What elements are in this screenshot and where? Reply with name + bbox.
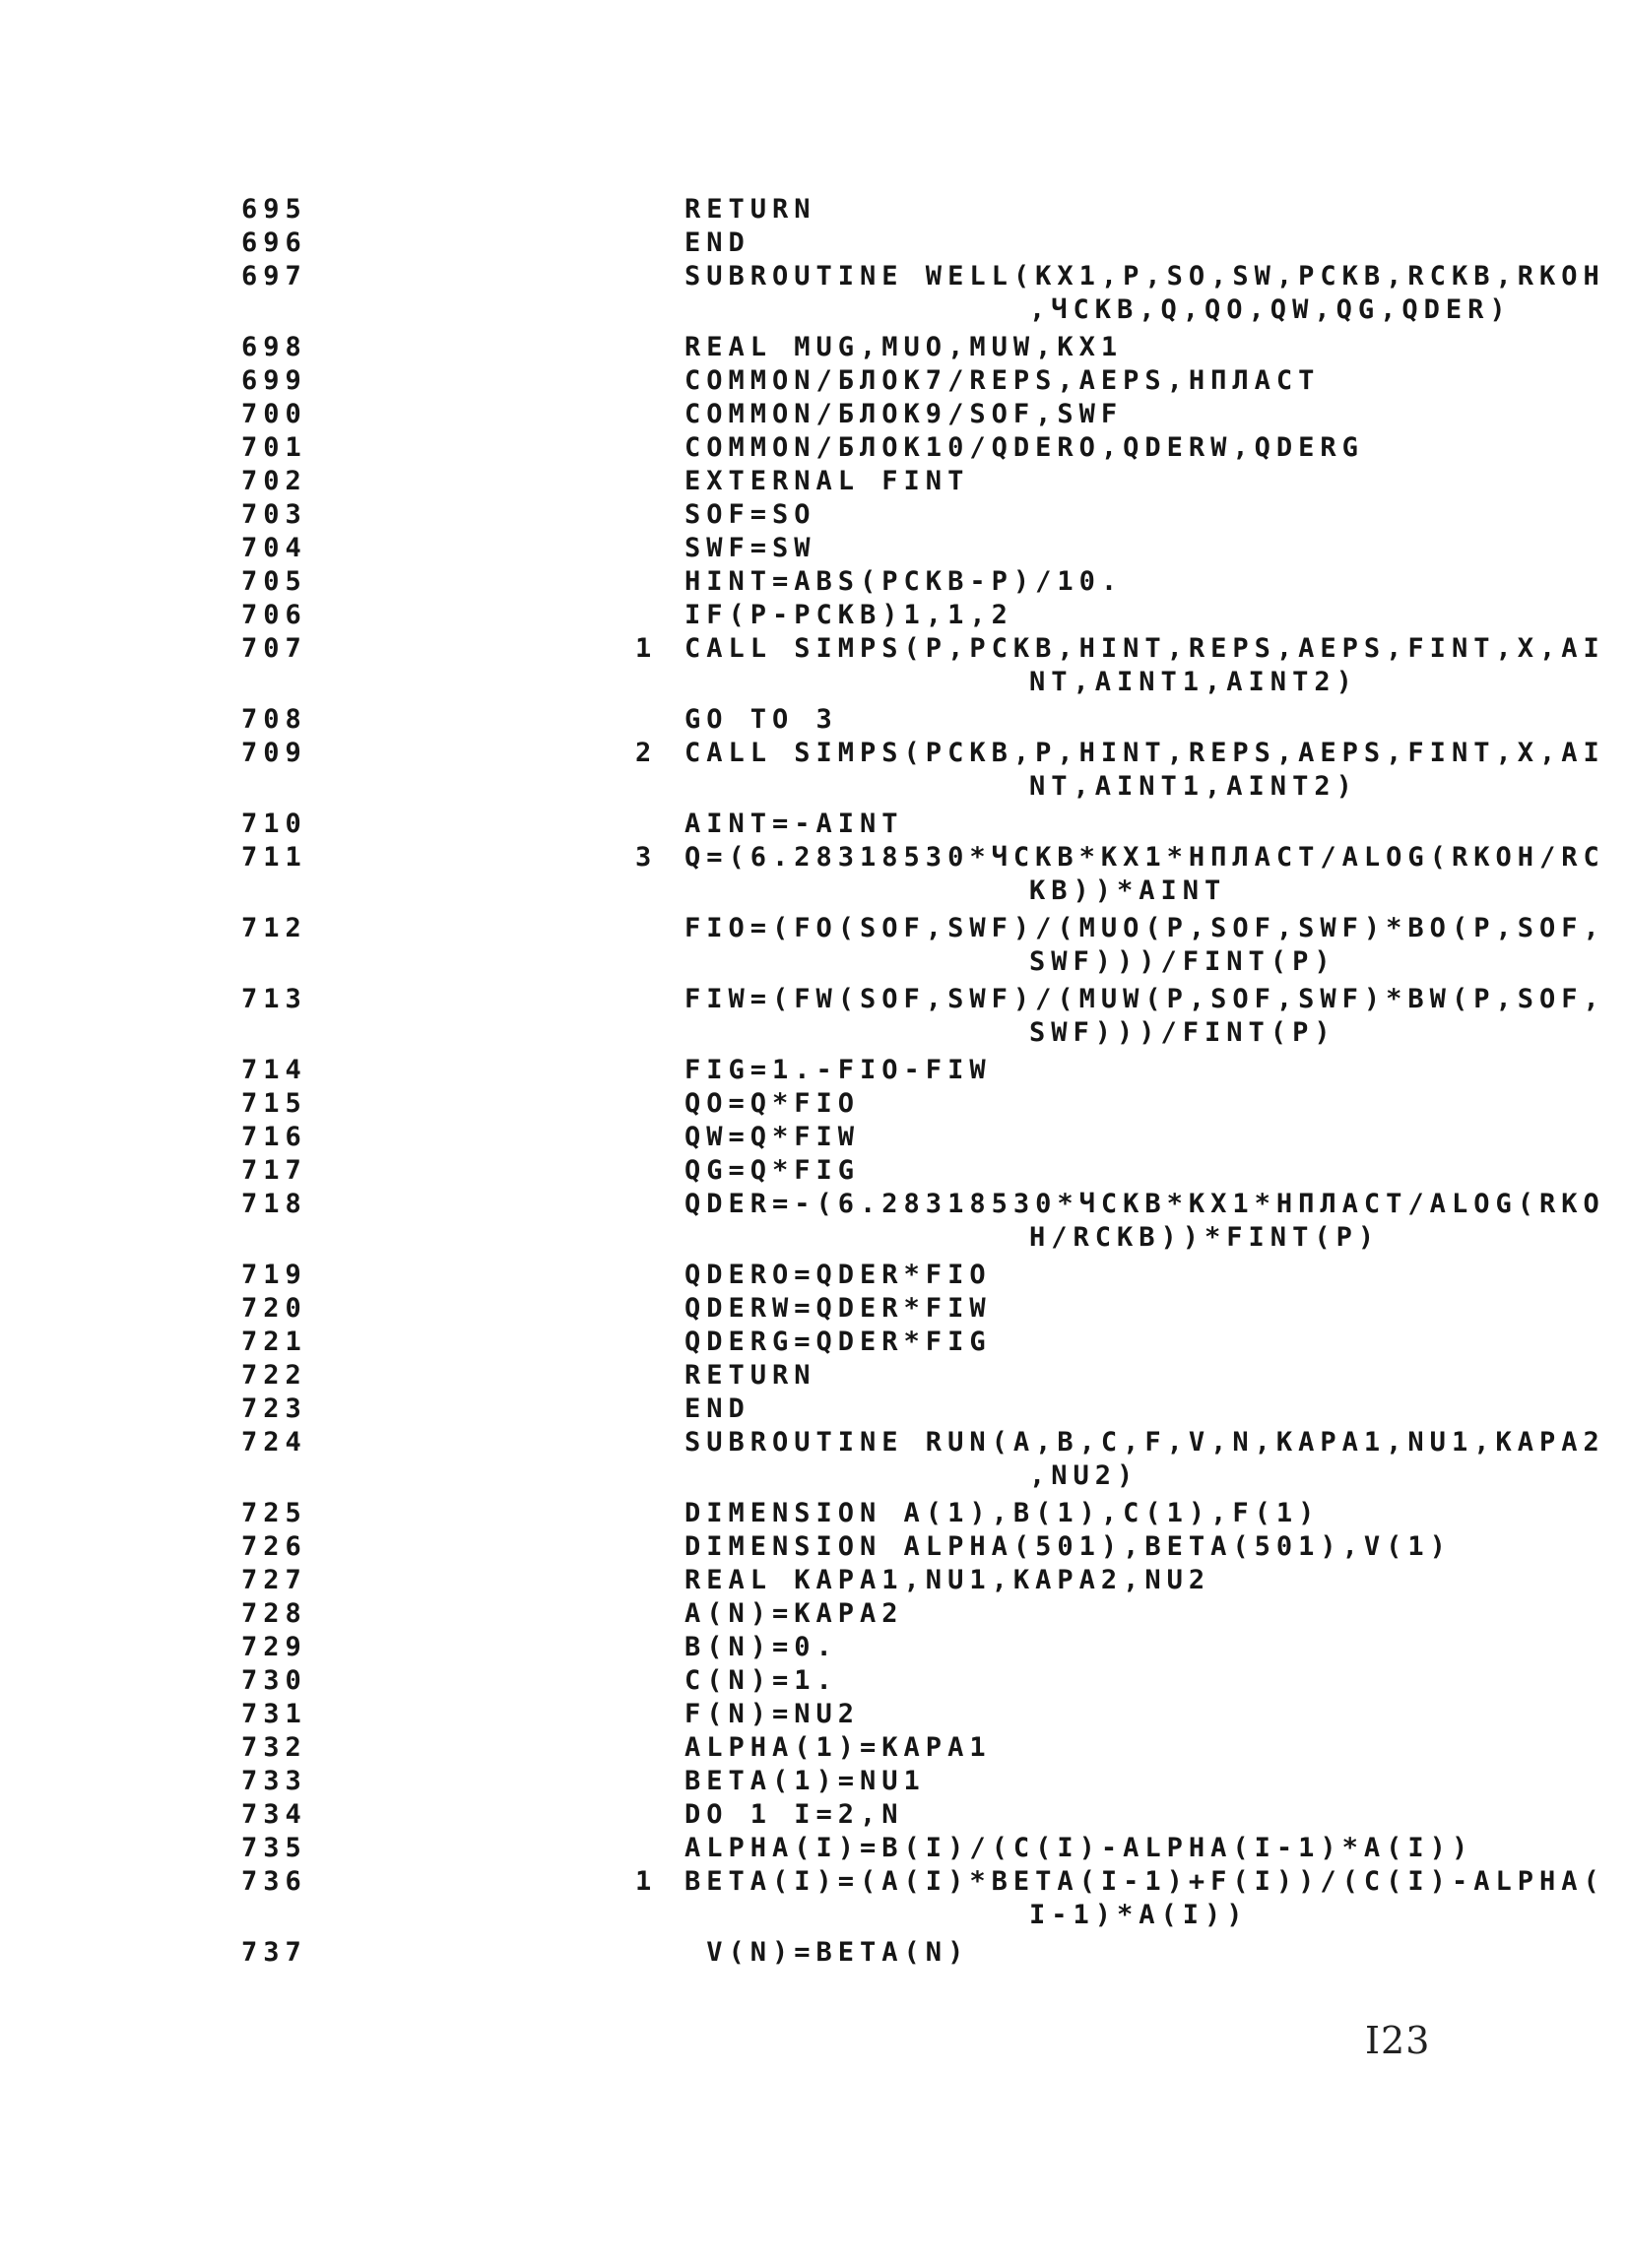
line-number: 697 [241,261,307,292]
code-text: COMMON/БЛOK10/QDERO,QDERW,QDERG [684,432,1364,463]
code-line [0,1497,1628,1530]
line-number: 728 [241,1598,307,1629]
code-statement [684,841,1628,908]
code-line [0,565,1628,599]
line-number: 700 [241,399,307,429]
code-statement [684,983,1628,1050]
page-number: I23 [1365,2019,1431,2062]
line-number: 737 [241,1937,307,1968]
line-number: 723 [241,1393,307,1424]
code-line [0,1865,1628,1932]
code-line [0,1154,1628,1188]
code-line [0,1188,1628,1255]
code-statement [684,703,1628,737]
code-text: QDERW=QDER*FIW [684,1293,992,1324]
code-line [0,912,1628,979]
code-text: A(N)=KAPA2 [684,1598,904,1629]
code-statement [684,1865,1628,1932]
code-continuation: ,ЧCKB,Q,QO,QW,QG,QDER) [1029,294,1512,325]
code-line [0,1765,1628,1798]
code-line [0,1564,1628,1597]
line-number: 731 [241,1699,307,1729]
line-number: 703 [241,499,307,530]
code-statement [684,1259,1628,1292]
code-statement [684,465,1628,498]
code-text: QDERG=QDER*FIG [684,1327,992,1357]
code-text: B(N)=0. [684,1632,838,1662]
code-statement [684,1530,1628,1564]
code-statement [684,1426,1628,1493]
statement-label: 2 [635,738,658,768]
line-number: 709 [241,738,307,768]
code-statement [684,1564,1628,1597]
line-number: 695 [241,194,307,225]
code-line [0,227,1628,260]
code-text: HINT=ABS(PCKB-P)/10. [684,566,1124,597]
line-number: 705 [241,566,307,597]
code-statement [684,632,1628,699]
line-number: 716 [241,1122,307,1152]
code-continuation: I-1)*A(I)) [1029,1900,1249,1930]
code-line [0,498,1628,532]
code-line [0,1832,1628,1865]
code-line [0,1087,1628,1121]
code-line [0,1631,1628,1664]
code-statement [684,364,1628,398]
code-text: SOF=SO [684,499,816,530]
code-line [0,431,1628,465]
code-statement [684,1631,1628,1664]
code-statement [684,1054,1628,1087]
line-number: 726 [241,1531,307,1562]
code-continuation: NT,AINT1,AINT2) [1029,771,1358,802]
code-line [0,1597,1628,1631]
code-statement [684,398,1628,431]
code-line [0,1698,1628,1731]
code-continuation: H/RCKB))*FINT(P) [1029,1222,1381,1253]
line-number: 724 [241,1427,307,1458]
line-number: 712 [241,913,307,943]
code-text: DIMENSION ALPHA(501),BETA(501),V(1) [684,1531,1452,1562]
code-statement [684,260,1628,327]
code-text: REAL KAPA1,NU1,KAPA2,NU2 [684,1565,1211,1595]
code-text: GO TO 3 [684,704,838,735]
line-number: 735 [241,1833,307,1863]
line-number: 734 [241,1799,307,1830]
code-text: REAL MUG,MUO,MUW,KX1 [684,332,1124,362]
line-number: 696 [241,227,307,258]
code-text: FIW=(FW(SOF,SWF)/(MUW(P,SOF,SWF)*BW(P,SOF, [684,984,1605,1014]
code-text: QDER=-(6.28318530*ЧCKB*KX1*HПЛACT/ALOG(RKO [684,1189,1605,1219]
code-statement [684,498,1628,532]
code-statement [684,1154,1628,1188]
code-line [0,1530,1628,1564]
code-text: QW=Q*FIW [684,1122,861,1152]
code-line [0,632,1628,699]
code-text: RETURN [684,194,816,225]
code-line [0,1326,1628,1359]
line-number: 713 [241,984,307,1014]
line-number: 717 [241,1155,307,1186]
code-statement [684,1326,1628,1359]
code-statement [684,1936,1628,1970]
code-text: SUBROUTINE RUN(A,B,C,F,V,N,KAPA1,NU1,KAPA2 [684,1427,1605,1458]
line-number: 701 [241,432,307,463]
code-text: DO 1 I=2,N [684,1799,904,1830]
code-text: FIO=(FO(SOF,SWF)/(MUO(P,SOF,SWF)*BO(P,SOF, [684,913,1605,943]
code-statement [684,1292,1628,1326]
code-line [0,465,1628,498]
line-number: 718 [241,1189,307,1219]
code-text: COMMON/БЛOK7/REPS,AEPS,HПЛACT [684,365,1321,396]
code-text: QO=Q*FIO [684,1088,861,1119]
code-statement [684,1393,1628,1426]
code-text: EXTERNAL FINT [684,466,970,496]
line-number: 699 [241,365,307,396]
line-number: 708 [241,704,307,735]
line-number: 698 [241,332,307,362]
code-line [0,331,1628,364]
statement-label: 3 [635,842,658,873]
code-statement [684,1597,1628,1631]
line-number: 736 [241,1866,307,1897]
code-continuation: NT,AINT1,AINT2) [1029,667,1358,697]
code-line [0,1121,1628,1154]
code-line [0,1426,1628,1493]
code-line [0,983,1628,1050]
code-line [0,260,1628,327]
code-text: QDERO=QDER*FIO [684,1260,992,1290]
line-number: 702 [241,466,307,496]
code-text: BETA(I)=(A(I)*BETA(I-1)+F(I))/(C(I)-ALPHA( [684,1866,1605,1897]
code-statement [684,1765,1628,1798]
code-text: ALPHA(1)=KAPA1 [684,1732,992,1763]
code-statement [684,912,1628,979]
code-line [0,532,1628,565]
line-number: 714 [241,1055,307,1085]
code-statement [684,1832,1628,1865]
code-statement [684,1731,1628,1765]
line-number: 720 [241,1293,307,1324]
code-statement [684,1121,1628,1154]
line-number: 704 [241,533,307,563]
code-line [0,599,1628,632]
line-number: 706 [241,600,307,630]
code-line [0,737,1628,804]
code-line [0,1259,1628,1292]
code-line [0,1393,1628,1426]
code-statement [684,1698,1628,1731]
code-continuation: KB))*AINT [1029,875,1227,906]
code-statement [684,331,1628,364]
code-continuation: SWF)))/FINT(P) [1029,946,1336,977]
code-statement [684,227,1628,260]
code-text: SUBROUTINE WELL(KX1,P,SO,SW,PCKB,RCKB,RKOH [684,261,1605,292]
code-line [0,364,1628,398]
code-text: ALPHA(I)=B(I)/(C(I)-ALPHA(I-1)*A(I)) [684,1833,1474,1863]
code-text: CALL SIMPS(PCKB,P,HINT,REPS,AEPS,FINT,X,AI [684,738,1605,768]
line-number: 732 [241,1732,307,1763]
code-text: C(N)=1. [684,1665,838,1696]
code-statement [684,431,1628,465]
code-text: BETA(1)=NU1 [684,1766,926,1796]
code-line [0,1292,1628,1326]
code-line [0,703,1628,737]
code-text: QG=Q*FIG [684,1155,861,1186]
code-statement [684,1087,1628,1121]
code-line [0,1936,1628,1970]
code-text: FIG=1.-FIO-FIW [684,1055,992,1085]
code-line [0,1798,1628,1832]
line-number: 725 [241,1498,307,1528]
code-statement [684,1664,1628,1698]
code-listing [0,193,1628,1970]
code-text: END [684,1393,750,1424]
line-number: 730 [241,1665,307,1696]
code-text: F(N)=NU2 [684,1699,861,1729]
line-number: 710 [241,809,307,839]
code-line [0,808,1628,841]
line-number: 721 [241,1327,307,1357]
line-number: 727 [241,1565,307,1595]
line-number: 733 [241,1766,307,1796]
code-text: DIMENSION A(1),B(1),C(1),F(1) [684,1498,1321,1528]
code-line [0,1359,1628,1393]
code-text: IF(P-PCKB)1,1,2 [684,600,1013,630]
code-text: V(N)=BETA(N) [684,1937,970,1968]
code-line [0,841,1628,908]
code-statement [684,1359,1628,1393]
code-continuation: ,NU2) [1029,1460,1140,1491]
code-line [0,398,1628,431]
code-statement [684,1798,1628,1832]
code-line [0,193,1628,227]
statement-label: 1 [635,1866,658,1897]
code-line [0,1664,1628,1698]
code-line [0,1054,1628,1087]
line-number: 719 [241,1260,307,1290]
line-number: 711 [241,842,307,873]
code-statement [684,532,1628,565]
line-number: 715 [241,1088,307,1119]
code-text: END [684,227,750,258]
code-statement [684,1497,1628,1530]
code-text: AINT=-AINT [684,809,904,839]
code-line [0,1731,1628,1765]
code-statement [684,1188,1628,1255]
code-text: COMMON/БЛOK9/SOF,SWF [684,399,1124,429]
code-statement [684,193,1628,227]
line-number: 722 [241,1360,307,1391]
code-statement [684,808,1628,841]
code-text: CALL SIMPS(P,PCKB,HINT,REPS,AEPS,FINT,X,AI [684,633,1605,664]
code-text: SWF=SW [684,533,816,563]
code-statement [684,599,1628,632]
code-continuation: SWF)))/FINT(P) [1029,1017,1336,1048]
line-number: 729 [241,1632,307,1662]
code-text: RETURN [684,1360,816,1391]
code-statement [684,737,1628,804]
line-number: 707 [241,633,307,664]
statement-label: 1 [635,633,658,664]
code-statement [684,565,1628,599]
code-text: Q=(6.28318530*ЧCKB*KX1*HПЛACT/ALOG(RKOH/RC [684,842,1605,873]
